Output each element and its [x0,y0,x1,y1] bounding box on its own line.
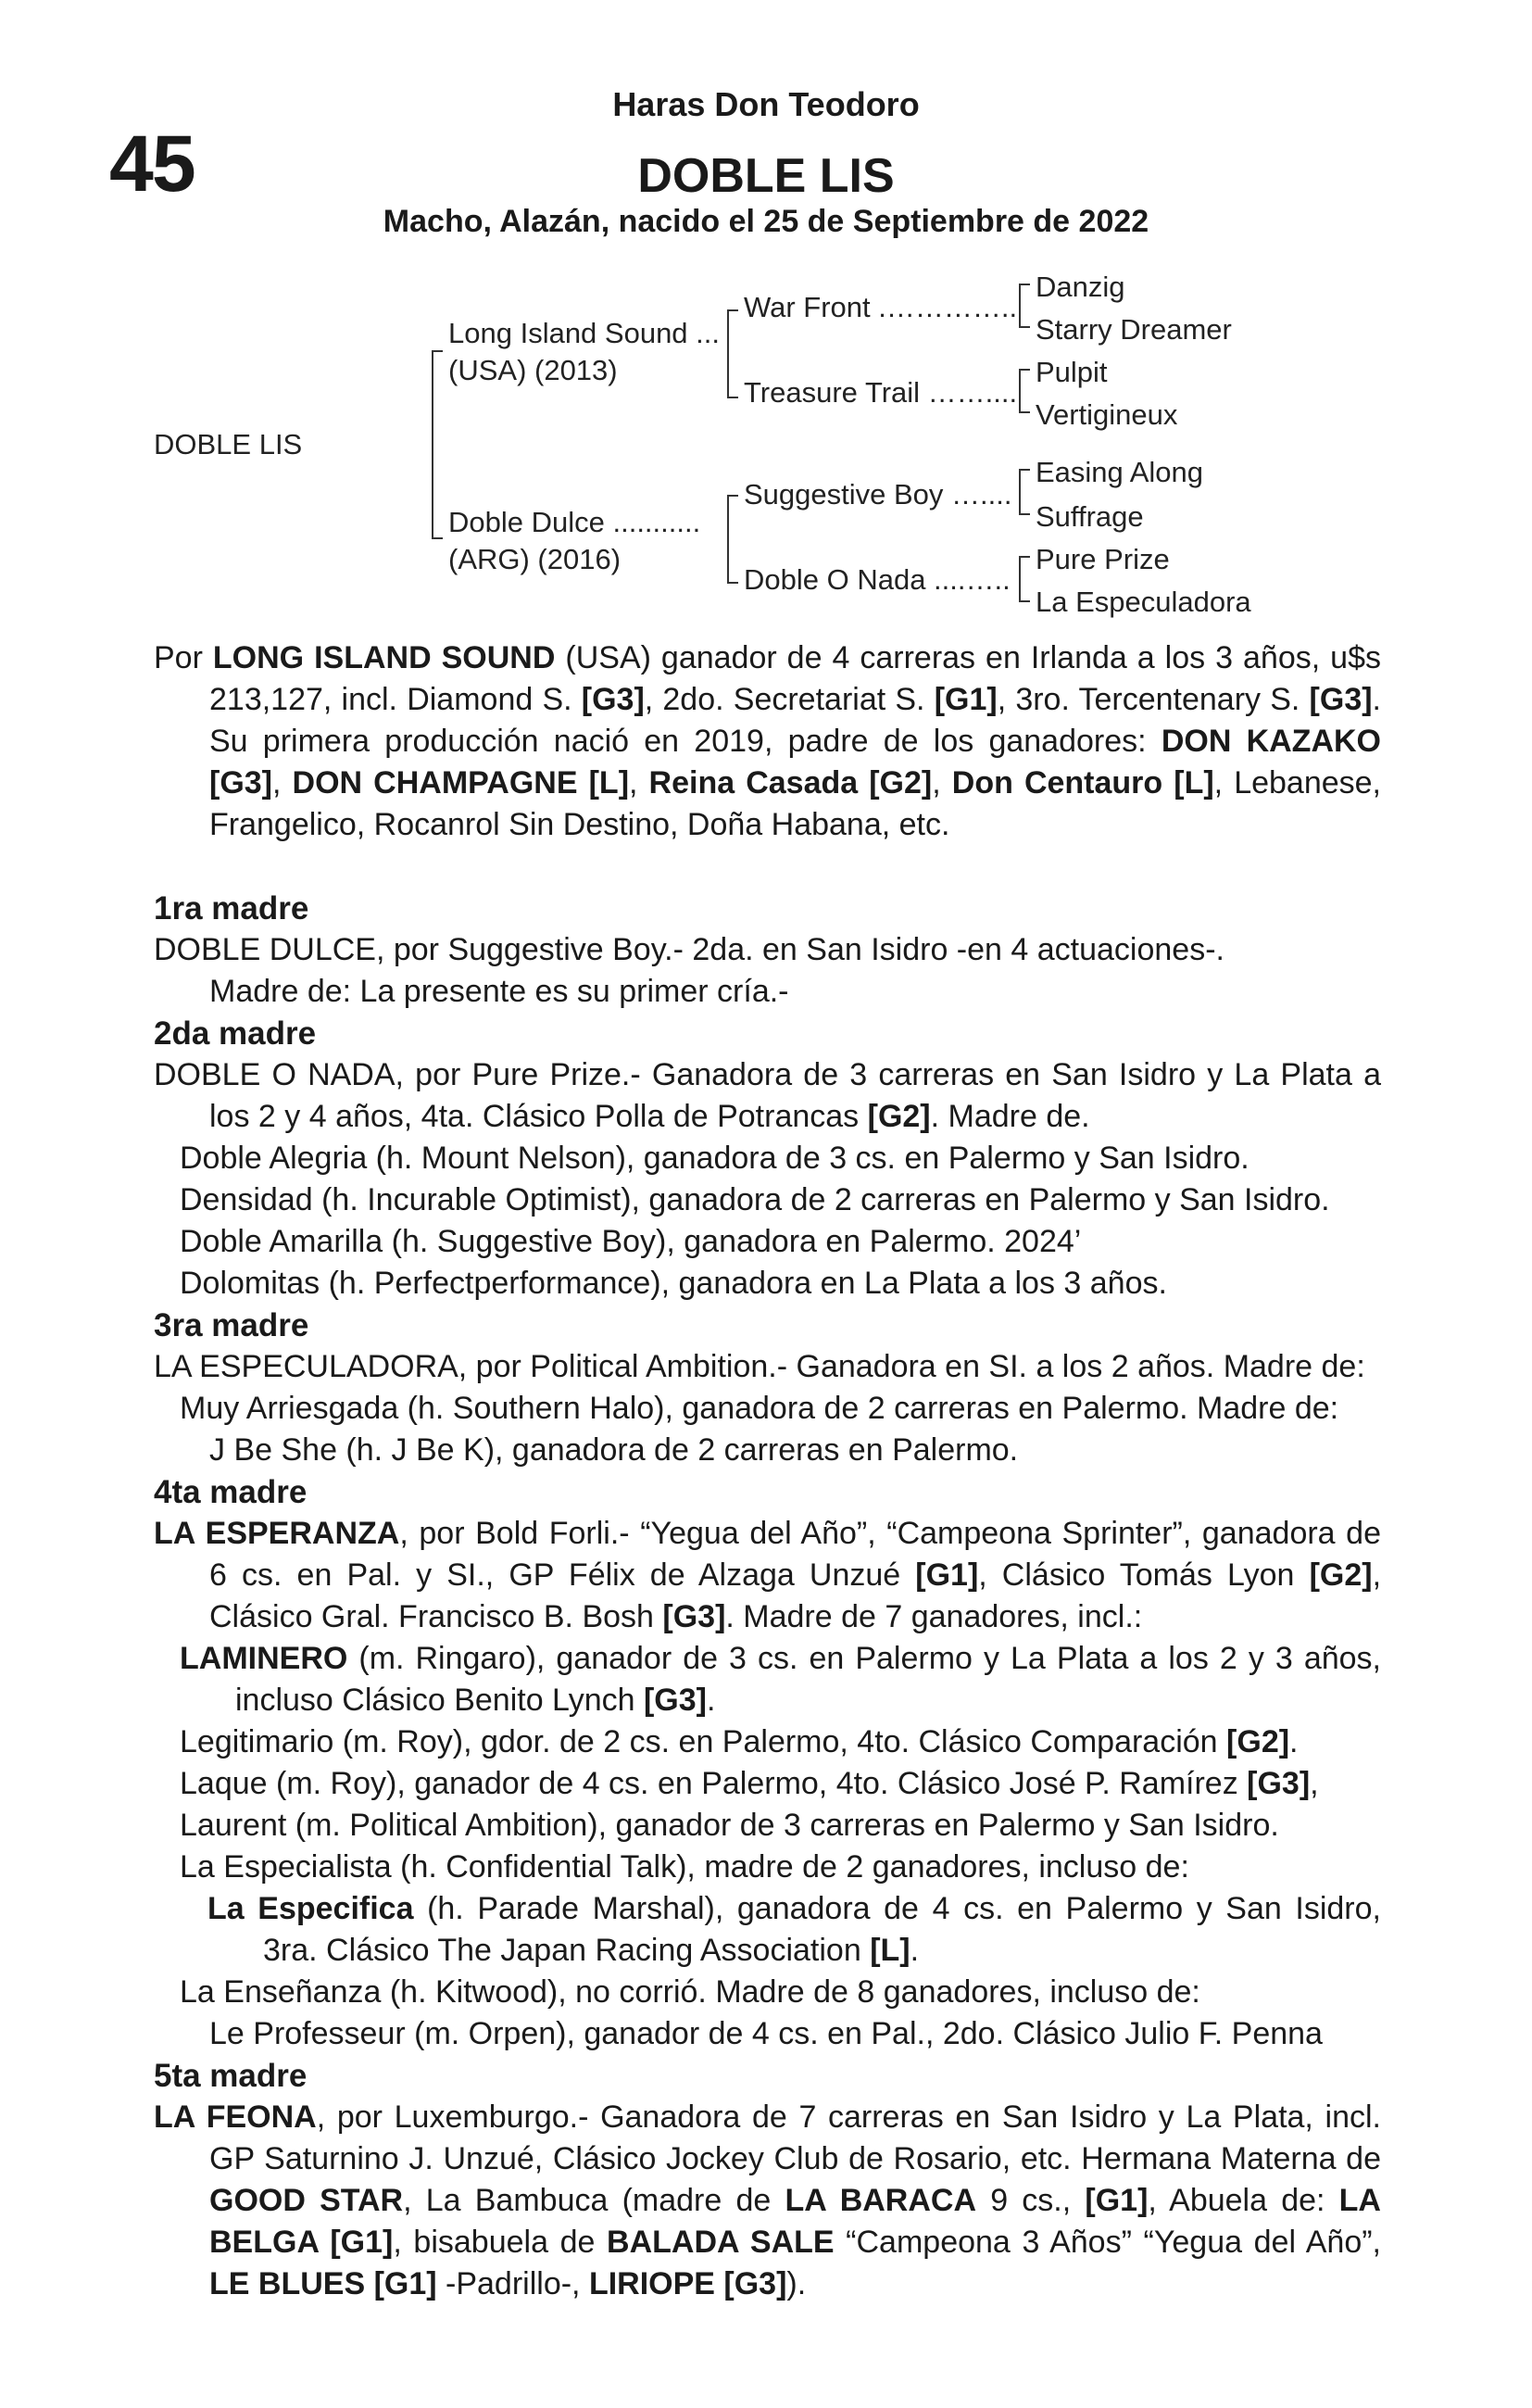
produce-legitimario: Legitimario (m. Roy), gdor. de 2 cs. en Palermo, 4to. Clásico Comparación [G2]. [180,1724,1299,1759]
stud-name: Haras Don Teodoro [612,85,920,123]
catalogue-body [154,637,1381,2305]
pedigree-bracket-sire [727,309,738,398]
second-dam-line: DOBLE O NADA, por Pure Prize.- Ganadora de 3 carreras en San Isidro y La Plata a los 2 y 4 años, 4ta. Clásico Polla de Potrancas [G2]. Madre de. [154,1057,1381,1134]
pedigree-bracket-dd [1019,556,1030,602]
lot-number: 45 [109,120,195,208]
pedigree-ggp-6: Suffrage [1036,500,1144,533]
third-dam-line: LA ESPECULADORA, por Political Ambition.- Ganadora en SI. a los 2 años. Madre de: [154,1349,1365,1384]
horse-description: Macho, Alazán, nacido el 25 de Septiembre de 2022 [383,204,1149,239]
pedigree-bracket-main [432,350,443,539]
produce-laurent: Laurent (m. Political Ambition), ganador de 3 carreras en Palermo y San Isidro. [180,1808,1279,1843]
produce-laminero: LAMINERO (m. Ringaro), ganador de 3 cs. en Palermo y La Plata a los 2 y 3 años, incluso Clásico Benito Lynch [G3]. [180,1641,1381,1718]
pedigree-dam-sire: Suggestive Boy ….... [744,478,1012,511]
produce-laque: Laque (m. Roy), ganador de 4 cs. en Palermo, 4to. Clásico José P. Ramírez [G3], [180,1766,1319,1801]
pedigree-sire-sire: War Front .………….. [744,291,1018,323]
fourth-dam-heading: 4ta madre [154,1474,308,1510]
pedigree-bracket-sd [1019,369,1030,413]
pedigree-ggp-5: Easing Along [1036,456,1203,488]
pedigree-ggp-7: Pure Prize [1036,543,1170,575]
horse-name: DOBLE LIS [637,149,895,203]
pedigree-sire-origin: (USA) (2013) [448,354,618,386]
first-dam-heading: 1ra madre [154,890,309,927]
fifth-dam-heading: 5ta madre [154,2058,308,2094]
pedigree-ggp-8: La Especuladora [1036,586,1251,618]
second-dam-heading: 2da madre [154,1015,317,1052]
first-dam-produce: Madre de: La presente es su primer cría.- [209,974,789,1009]
pedigree-subject: DOBLE LIS [154,428,303,460]
pedigree-ggp-1: Danzig [1036,271,1125,303]
pedigree-ggp-3: Pulpit [1036,356,1108,388]
produce-muy-arriesgada: Muy Arriesgada (h. Southern Halo), ganadora de 2 carreras en Palermo. Madre de: [180,1391,1339,1426]
pedigree-sire-dam: Treasure Trail …….... [744,376,1018,409]
pedigree-ggp-4: Vertigineux [1036,398,1178,431]
produce-la-especifica: La Especifica (h. Parade Marshal), ganadora de 4 cs. en Palermo y San Isidro, 3ra. Clásico The Japan Racing Association [L]. [207,1891,1381,1968]
pedigree-dam-dam: Doble O Nada ....….. [744,563,1011,596]
produce-dolomitas: Dolomitas (h. Perfectperformance), ganadora en La Plata a los 3 años. [180,1266,1167,1301]
first-dam-line: DOBLE DULCE, por Suggestive Boy.- 2da. en San Isidro -en 4 actuaciones-. [154,932,1224,967]
produce-densidad: Densidad (h. Incurable Optimist), ganadora de 2 carreras en Palermo y San Isidro. [180,1182,1330,1217]
pedigree-bracket-ds [1019,469,1030,515]
pedigree-bracket-dam [727,495,738,584]
produce-la-especialista: La Especialista (h. Confidential Talk), madre de 2 ganadores, incluso de: [180,1849,1189,1885]
produce-j-be-she: J Be She (h. J Be K), ganadora de 2 carreras en Palermo. [209,1432,1019,1468]
fifth-dam-line: LA FEONA, por Luxemburgo.- Ganadora de 7 carreras en San Isidro y La Plata, incl. GP Saturnino J. Unzué, Clásico Jockey Club de Rosario, etc. Hermana Materna de GOOD STAR, La Bambuca (madre de LA BARACA 9 cs., [G1], Abuela de: LA BELGA [G1], bisabuela de BALADA SALE “Campeona 3 Años” “Yegua del Año”, LE BLUES [G1] -Padrillo-, LIRIOPE [G3]). [154,2099,1382,2301]
pedigree-dam-origin: (ARG) (2016) [448,543,622,575]
produce-doble-amarilla: Doble Amarilla (h. Suggestive Boy), ganadora en Palermo. 2024’ [180,1224,1082,1259]
pedigree-sire: Long Island Sound ... [448,317,721,349]
fourth-dam-line: LA ESPERANZA, por Bold Forli.- “Yegua del Año”, “Campeona Sprinter”, ganadora de 6 cs. en Pal. y SI., GP Félix de Alzaga Unzué [G1], Clásico Tomás Lyon [G2], Clásico Gral. Francisco B. Bosh [G3]. Madre de 7 ganadores, incl.: [154,1516,1382,1634]
pedigree-dam: Doble Dulce ........... [448,506,701,538]
produce-le-professeur: Le Professeur (m. Orpen), ganador de 4 cs. en Pal., 2do. Clásico Julio F. Penna [209,2016,1323,2051]
third-dam-heading: 3ra madre [154,1307,309,1343]
pedigree-ggp-2: Starry Dreamer [1036,313,1232,346]
produce-doble-alegria: Doble Alegria (h. Mount Nelson), ganadora de 3 cs. en Palermo y San Isidro. [180,1141,1249,1176]
sire-paragraph: Por LONG ISLAND SOUND (USA) ganador de 4 carreras en Irlanda a los 3 años, u$s 213,127, incl. Diamond S. [G3], 2do. Secretariat S. [G1], 3ro. Tercentenary S. [G3]. Su primera producción nació en 2019, padre de los ganadores: DON KAZAKO [G3], DON CHAMPAGNE [L], Reina Casada [G2], Don Centauro [L], Lebanese, Frangelico, Rocanrol Sin Destino, Doña Habana, etc. [154,640,1382,842]
produce-la-ensenanza: La Enseñanza (h. Kitwood), no corrió. Madre de 8 ganadores, incluso de: [180,1974,1200,2010]
pedigree-bracket-ss [1019,284,1030,328]
